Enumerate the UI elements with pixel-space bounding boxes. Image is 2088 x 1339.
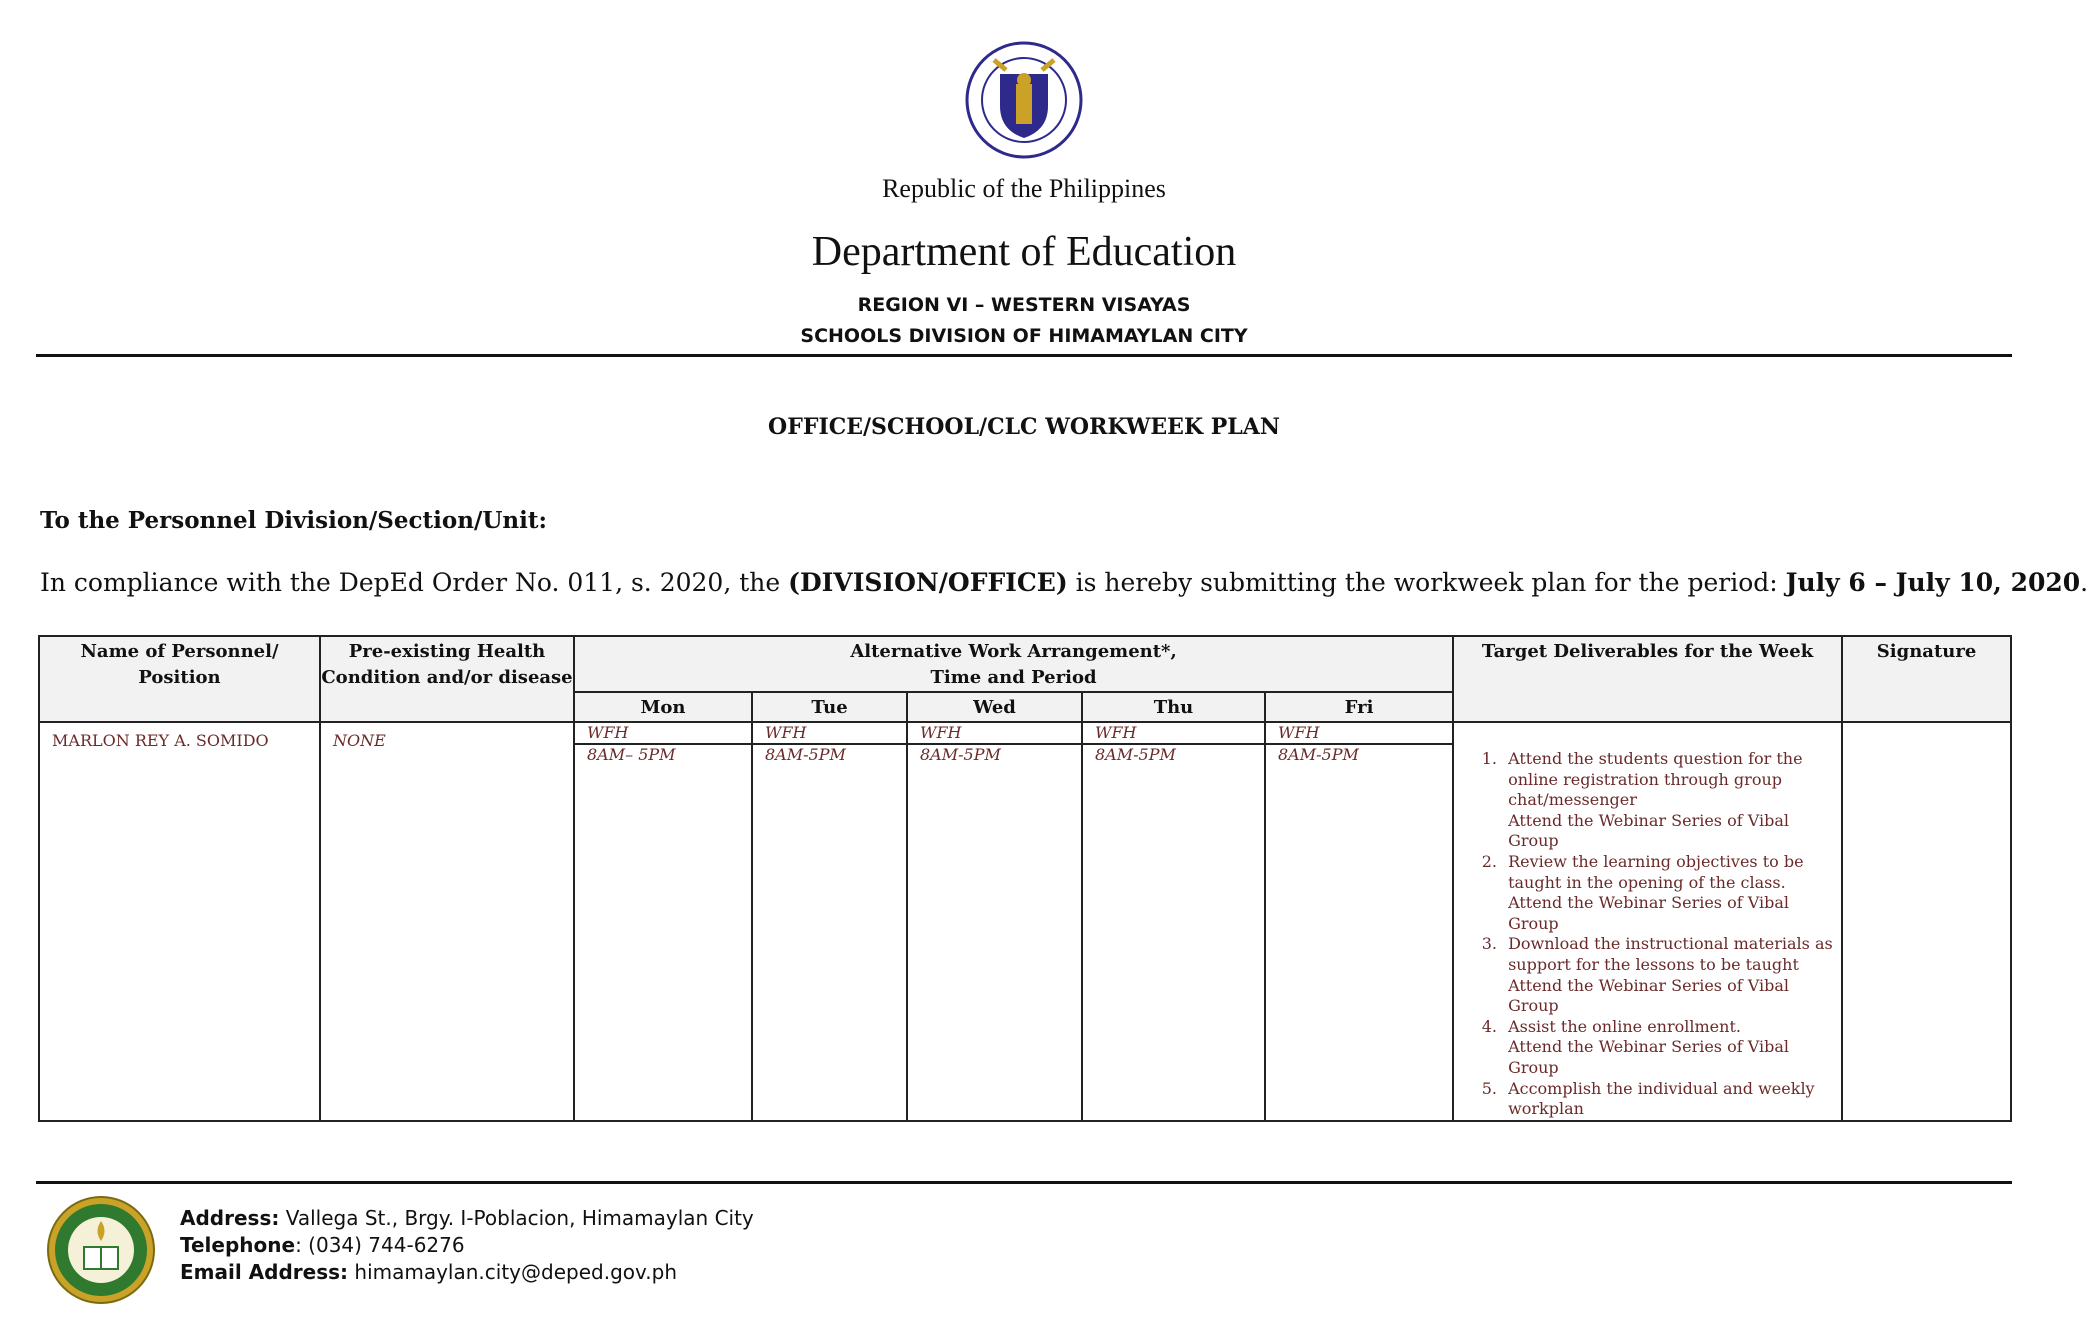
addressee-line: To the Personnel Division/Section/Unit: [40, 507, 547, 534]
address-value: Vallega St., Brgy. I-Poblacion, Himamaylan City [285, 1206, 754, 1230]
header-day-fri: Fri [1265, 692, 1453, 722]
footer-email [180, 1260, 677, 1284]
footer-address [180, 1206, 754, 1230]
email-value: himamaylan.city@deped.gov.ph [354, 1260, 678, 1284]
address-label: Address: [180, 1206, 280, 1230]
deliverables-cell [1453, 722, 1842, 1121]
list-item [1502, 1079, 1833, 1120]
arrangement-mode: WFH [753, 723, 906, 745]
header-work-arrangement [574, 636, 1453, 692]
compliance-text-1: In compliance with the DepEd Order No. 011, s. 2020, the [40, 568, 789, 597]
arrangement-time: 8AM-5PM [920, 745, 1001, 764]
compliance-period: July 6 – July 10, 2020 [1785, 568, 2081, 597]
compliance-office: (DIVISION/OFFICE) [788, 568, 1068, 597]
deliverable-extra: Attend the Webinar Series of Vibal Group [1508, 810, 1790, 851]
arrangement-mon [574, 722, 752, 1121]
telephone-label: Telephone [180, 1233, 296, 1257]
arrangement-tue [752, 722, 907, 1121]
workweek-plan-table [38, 635, 2012, 1122]
plan-title: OFFICE/SCHOOL/CLC WORKWEEK PLAN [768, 414, 1280, 440]
deliverable-extra: Attend the Webinar Series of Vibal Group [1508, 975, 1790, 1016]
deliverable-extra: Attend the Webinar Series of Vibal Group [1508, 1037, 1790, 1077]
deliverable-extra: Attend the Webinar Series of Vibal Group [1508, 893, 1790, 933]
division-heading: SCHOOLS DIVISION OF HIMAMAYLAN CITY [800, 325, 1248, 347]
arrangement-thu [1082, 722, 1265, 1121]
deliverable-main: 3. Download the instructional materials as support for the lessons to be taught [1508, 934, 1833, 974]
header-health-condition: Pre-existing Health Condition and/or disease [320, 636, 574, 722]
header-deliverables: Target Deliverables for the Week [1453, 636, 1842, 722]
health-condition: NONE [320, 722, 574, 1121]
arrangement-time: 8AM-5PM [1095, 745, 1176, 764]
arrangement-mode: WFH [908, 723, 1081, 745]
footer-telephone [180, 1233, 465, 1257]
header-day-tue: Tue [752, 692, 907, 722]
deliverable-main: 5. Accomplish the individual and weekly workplan [1508, 1078, 1815, 1119]
header-divider [36, 354, 2012, 357]
list-item [1502, 749, 1833, 852]
header-awa-line1: Alternative Work Arrangement*, [850, 641, 1177, 662]
deliverable-main: 2. Review the learning objectives to be taught in the opening of the class. [1508, 851, 1804, 892]
arrangement-time: 8AM-5PM [1278, 745, 1359, 764]
list-item [1502, 934, 1833, 1016]
header-signature: Signature [1842, 636, 2011, 722]
arrangement-mode: WFH [1083, 723, 1264, 745]
header-awa-line2: Time and Period [930, 667, 1097, 688]
arrangement-fri [1265, 722, 1453, 1121]
header-day-thu: Thu [1082, 692, 1265, 722]
arrangement-mode: WFH [1266, 723, 1452, 745]
compliance-text-2: is hereby submitting the workweek plan for the period: [1067, 568, 1786, 597]
personnel-name: MARLON REY A. SOMIDO [39, 722, 320, 1121]
department-heading: Department of Education [811, 229, 1237, 275]
header-day-wed: Wed [907, 692, 1082, 722]
email-label: Email Address: [180, 1260, 349, 1284]
deliverable-main: 1. Attend the students question for the online registration through group chat/messenger [1508, 749, 1803, 810]
compliance-statement [40, 568, 2088, 597]
footer-divider [36, 1181, 2012, 1184]
telephone-value: : (034) 744-6276 [295, 1233, 465, 1257]
arrangement-mode: WFH [575, 723, 751, 745]
deliverables-list [1462, 749, 1833, 1120]
header-name-position: Name of Personnel/ Position [39, 636, 320, 722]
region-heading: REGION VI – WESTERN VISAYAS [857, 294, 1191, 316]
list-item [1502, 1017, 1833, 1079]
deped-seal-icon [964, 40, 1084, 160]
header-day-mon: Mon [574, 692, 752, 722]
republic-heading: Republic of the Philippines [882, 174, 1166, 203]
arrangement-wed [907, 722, 1082, 1121]
school-logo-icon [46, 1195, 156, 1305]
arrangement-time: 8AM-5PM [765, 745, 846, 764]
compliance-text-3: . [2080, 568, 2088, 597]
deliverable-main: 4. Assist the online enrollment. [1508, 1016, 1741, 1036]
signature-cell [1842, 722, 2011, 1121]
list-item [1502, 852, 1833, 934]
table-row [39, 722, 2011, 1121]
arrangement-time: 8AM– 5PM [587, 745, 676, 764]
